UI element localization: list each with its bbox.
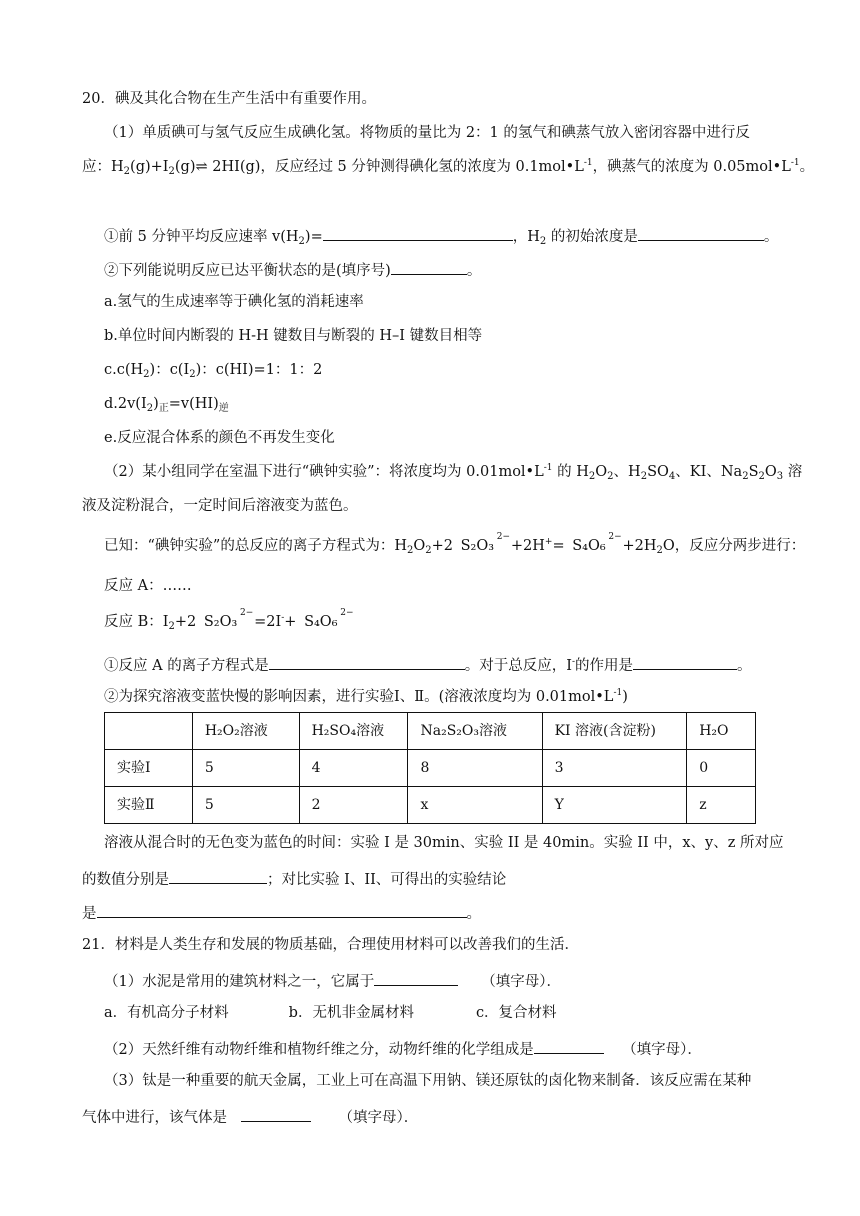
table-cell: 8 xyxy=(408,750,542,787)
reaction-b: 反应 B：$I_2+2$ S₂O₃ 2− =2I-+ S₄O₆ 2− xyxy=(104,608,354,632)
q20-after-line2: 的数值分别是 ；对比实验 I、II、可得出的实验结论 xyxy=(82,869,506,889)
q20-after-line3: 是 。 xyxy=(82,903,481,923)
table-header-row xyxy=(105,713,756,750)
answer-blank[interactable] xyxy=(638,226,764,241)
thiosulfate-ion: S₂O₃ 2− xyxy=(460,532,511,554)
q20-subq2: ②下列能说明反应已达平衡状态的是(填序号) 。 xyxy=(104,260,481,280)
answer-blank[interactable] xyxy=(169,869,267,884)
experiment-table xyxy=(104,712,756,824)
q21-options xyxy=(104,1005,557,1022)
table-row xyxy=(105,750,756,787)
table-row xyxy=(105,787,756,824)
q20-subq4: ②为探究溶液变蓝快慢的影响因素，进行实验Ⅰ、Ⅱ。(溶液浓度均为 $0.01mol•L^{-1}$) xyxy=(104,688,628,705)
answer-blank[interactable] xyxy=(374,971,458,986)
reaction-a: 反应 A：…… xyxy=(104,578,192,594)
q20-subq3: ①反应 A 的离子方程式是 。对于总反应，I-的作用是 。 xyxy=(104,657,752,674)
table-cell: 5 xyxy=(192,750,299,787)
option-d: $d.2v(I_2)_正=v(HI)_逆$ xyxy=(104,396,229,414)
tetrathionate-ion: S₄O₆ 2− xyxy=(304,608,354,630)
table-cell: x xyxy=(408,787,542,824)
table-cell: 实验Ⅱ xyxy=(105,787,193,824)
q20-title: 20．碘及其化合物在生产生活中有重要作用。 xyxy=(82,91,376,107)
q20-part2-line1: （2）某小组同学在室温下进行“碘钟实验”：将浓度均为 $0.01mol•L^{-1}$ 的 $H_2O_2$、$H_2SO_4$、KI、$Na_2S_2O_3$ 溶 xyxy=(104,463,803,482)
answer-blank[interactable] xyxy=(323,226,513,241)
q21-part2: （2）天然纤维有动物纤维和植物纤维之分，动物纤维的化学组成是 （填字母）． xyxy=(104,1039,702,1059)
table-cell: 0 xyxy=(687,750,756,787)
q20-subq1: ①前 5 分钟平均反应速率 $v(H_2)=$ ，$H_2$ 的初始浓度是 。 xyxy=(104,226,778,246)
table-cell: 实验Ⅰ xyxy=(105,750,193,787)
table-header-cell: H₂O₂溶液 xyxy=(192,713,299,750)
answer-blank[interactable] xyxy=(97,903,467,918)
thiosulfate-ion: S₂O₃ 2− xyxy=(203,608,254,630)
table-cell: z xyxy=(687,787,756,824)
total-reaction: 已知：“碘钟实验”的总反应的离子方程式为：$H_2O_2+2$ S₂O₃ 2− +2H+= S₄O₆ 2− $+2H_2O$，反应分两步进行： xyxy=(104,532,806,556)
q20-part1-line1: （1）单质碘可与氢气反应生成碘化氢。将物质的量比为 2：1 的氢气和碘蒸气放入密闭容器中进行反 xyxy=(104,125,750,141)
table-cell: Y xyxy=(542,787,687,824)
answer-blank[interactable] xyxy=(391,260,467,275)
q20-part2-line2: 液及淀粉混合，一定时间后溶液变为蓝色。 xyxy=(82,498,358,514)
q21-part3-line1: （3）钛是一种重要的航天金属，工业上可在高温下用钠、镁还原钛的卤化物来制备．该反应需在某种 xyxy=(104,1073,752,1089)
table-header-cell: H₂O xyxy=(687,713,756,750)
q21-part3-line2: 气体中进行，该气体是 （填字母）． xyxy=(82,1107,418,1127)
answer-blank[interactable] xyxy=(633,655,737,670)
table-header-cell: H₂SO₄溶液 xyxy=(299,713,408,750)
option-b: b.单位时间内断裂的 H-H 键数目与断裂的 H–I 键数目相等 xyxy=(104,328,483,344)
table-cell: 5 xyxy=(192,787,299,824)
answer-blank[interactable] xyxy=(269,655,465,670)
option-e: e.反应混合体系的颜色不再发生变化 xyxy=(104,430,335,446)
table-header-cell: KI 溶液(含淀粉) xyxy=(542,713,687,750)
table-header-cell xyxy=(105,713,193,750)
q21-title: 21．材料是人类生存和发展的物质基础，合理使用材料可以改善我们的生活． xyxy=(82,937,579,953)
option-c: c．复合材料 xyxy=(475,1005,557,1021)
table-cell: 3 xyxy=(542,750,687,787)
answer-blank[interactable] xyxy=(241,1107,311,1122)
q20-after-line1: 溶液从混合时的无色变为蓝色的时间：实验 I 是 30min、实验 II 是 40min。实验 II 中，x、y、z 所对应 xyxy=(104,835,784,851)
table-cell: 2 xyxy=(299,787,408,824)
table-header-cell: Na₂S₂O₃溶液 xyxy=(408,713,542,750)
option-b: b．无机非金属材料 xyxy=(288,1005,414,1021)
option-c: $c.c(H_2)$：$c(I_2)$：c(HI)=1：1：2 xyxy=(104,362,323,380)
answer-blank[interactable] xyxy=(534,1039,604,1054)
table-cell: 4 xyxy=(299,750,408,787)
tetrathionate-ion: S₄O₆ 2− xyxy=(572,532,622,554)
option-a: a．有机高分子材料 xyxy=(104,1005,229,1021)
q21-part1: （1）水泥是常用的建筑材料之一，它属于 （填字母）． xyxy=(104,971,561,991)
q20-part1-line2: 应：$H_2(g)+I_2(g)\rightleftharpoons$ 2HI(g)，反应经过 5 分钟测得碘化氢的浓度为 $0.1mol•L^{-1}$，碘蒸气的浓度为 $0.05mol•L^{-1}$。 xyxy=(82,158,815,177)
option-a: a.氢气的生成速率等于碘化氢的消耗速率 xyxy=(104,294,364,310)
